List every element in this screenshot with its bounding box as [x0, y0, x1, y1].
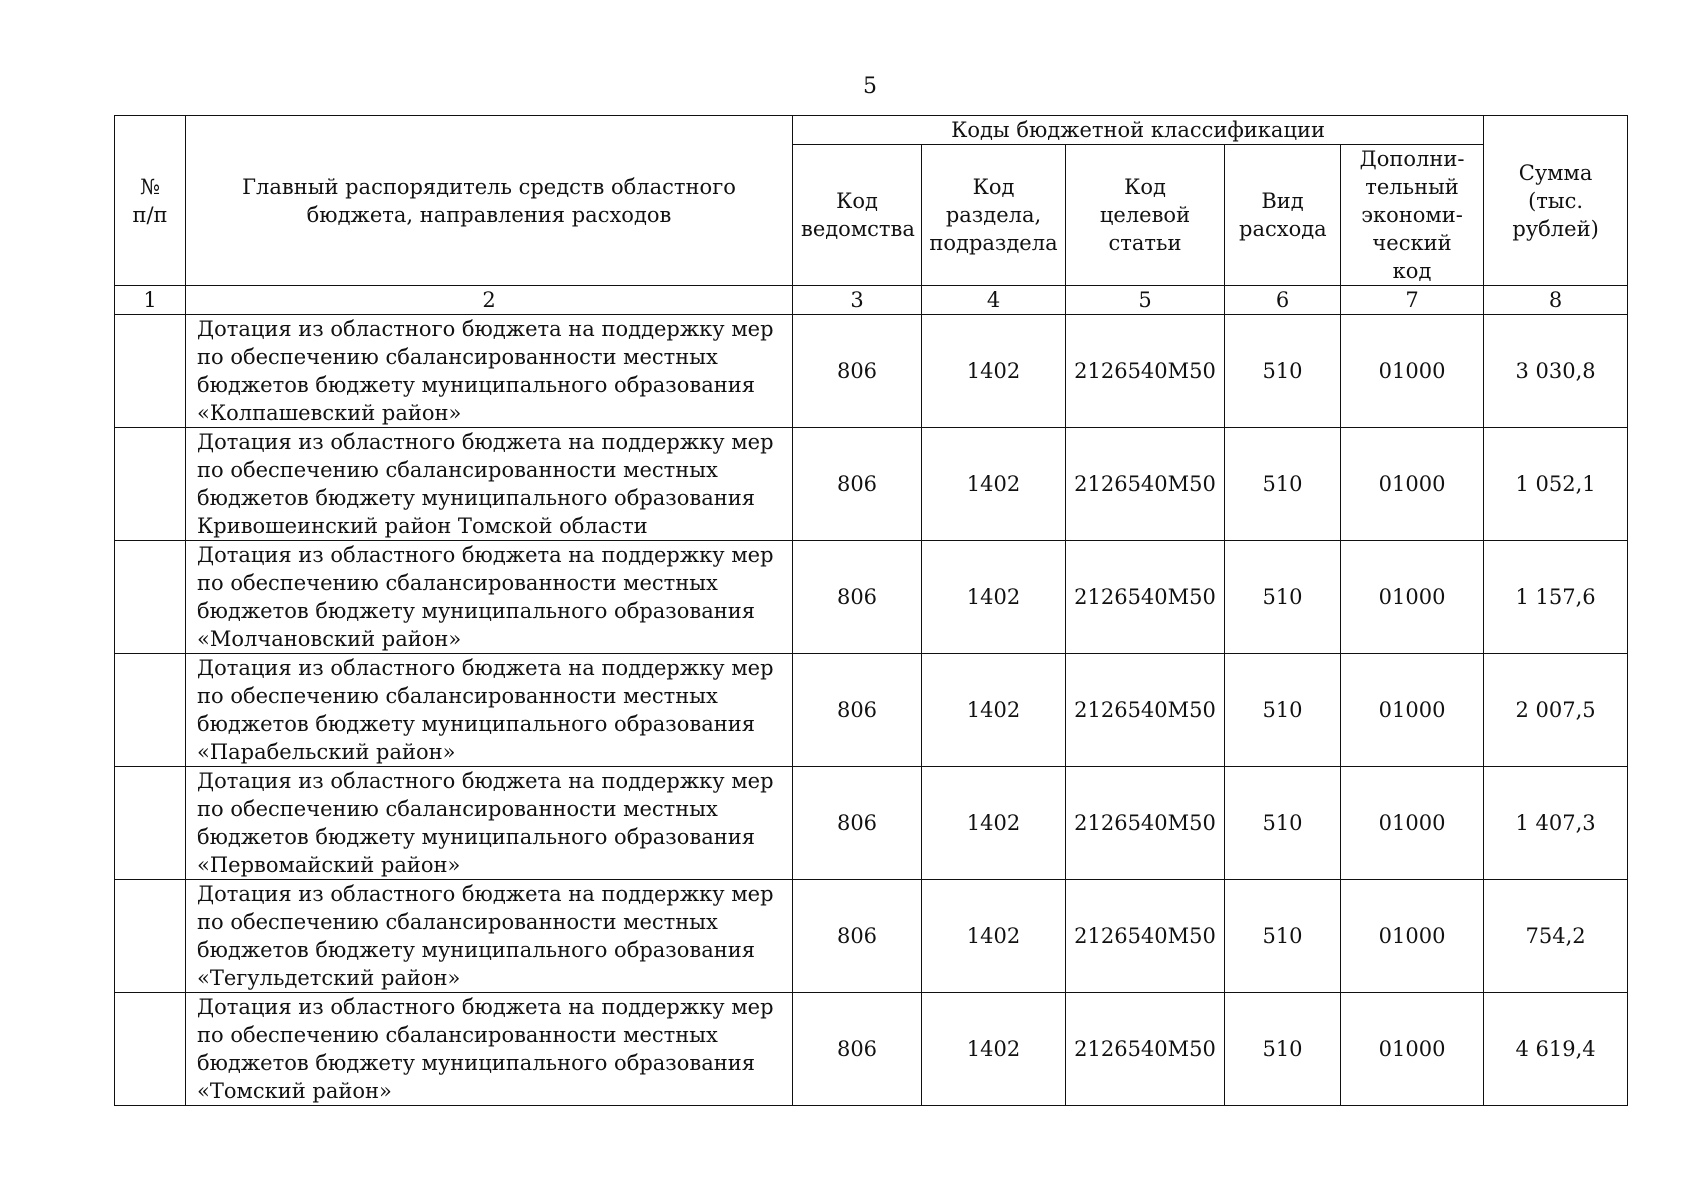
column-number: 1: [115, 286, 186, 315]
row-number: [115, 993, 186, 1106]
row-code-dept: 806: [793, 315, 922, 428]
row-code-expense: 510: [1225, 654, 1341, 767]
row-code-target: 2126540М50: [1066, 654, 1225, 767]
row-code-target: 2126540М50: [1066, 428, 1225, 541]
row-code-section: 1402: [922, 880, 1066, 993]
row-code-extra: 01000: [1341, 654, 1484, 767]
row-description: Дотация из областного бюджета на поддержку мер по обеспечению сбалансированности местных бюджетов бюджету муниципального образования «Колпашевский район»: [186, 315, 793, 428]
row-code-extra: 01000: [1341, 880, 1484, 993]
row-code-section: 1402: [922, 993, 1066, 1106]
row-code-expense: 510: [1225, 767, 1341, 880]
table-row: [115, 767, 1628, 880]
page-number: 5: [863, 74, 877, 99]
row-sum: 4 619,4: [1484, 993, 1628, 1106]
row-code-extra: 01000: [1341, 541, 1484, 654]
row-description: Дотация из областного бюджета на поддержку мер по обеспечению сбалансированности местных бюджетов бюджету муниципального образования «Парабельский район»: [186, 654, 793, 767]
column-number: 8: [1484, 286, 1628, 315]
row-code-expense: 510: [1225, 880, 1341, 993]
table-row: [115, 315, 1628, 428]
row-code-dept: 806: [793, 428, 922, 541]
row-code-section: 1402: [922, 767, 1066, 880]
row-code-target: 2126540М50: [1066, 880, 1225, 993]
row-number: [115, 428, 186, 541]
row-code-section: 1402: [922, 428, 1066, 541]
header-sum: Сумма (тыс. рублей): [1484, 116, 1628, 286]
row-description: Дотация из областного бюджета на поддержку мер по обеспечению сбалансированности местных бюджетов бюджету муниципального образования «Томский район»: [186, 993, 793, 1106]
table-row: [115, 654, 1628, 767]
row-code-extra: 01000: [1341, 315, 1484, 428]
header-codes-group: Коды бюджетной классификации: [793, 116, 1484, 145]
row-code-expense: 510: [1225, 428, 1341, 541]
row-sum: 3 030,8: [1484, 315, 1628, 428]
row-sum: 2 007,5: [1484, 654, 1628, 767]
row-code-extra: 01000: [1341, 428, 1484, 541]
row-code-section: 1402: [922, 541, 1066, 654]
row-code-dept: 806: [793, 993, 922, 1106]
column-number: 5: [1066, 286, 1225, 315]
row-code-dept: 806: [793, 880, 922, 993]
row-sum: 1 407,3: [1484, 767, 1628, 880]
row-code-expense: 510: [1225, 993, 1341, 1106]
row-description: Дотация из областного бюджета на поддержку мер по обеспечению сбалансированности местных бюджетов бюджету муниципального образования Кривошеинский район Томской области: [186, 428, 793, 541]
row-number: [115, 654, 186, 767]
row-number: [115, 541, 186, 654]
row-code-dept: 806: [793, 654, 922, 767]
row-code-extra: 01000: [1341, 993, 1484, 1106]
header-description: Главный распорядитель средств областного бюджета, направления расходов: [186, 116, 793, 286]
row-code-section: 1402: [922, 654, 1066, 767]
header-code-extra: Дополни-тельный экономи-ческий код: [1341, 145, 1484, 286]
row-number: [115, 880, 186, 993]
column-number: 2: [186, 286, 793, 315]
row-sum: 754,2: [1484, 880, 1628, 993]
row-code-target: 2126540М50: [1066, 541, 1225, 654]
column-number: 7: [1341, 286, 1484, 315]
column-number: 3: [793, 286, 922, 315]
table-row: [115, 428, 1628, 541]
row-code-dept: 806: [793, 767, 922, 880]
table-row: [115, 993, 1628, 1106]
row-code-expense: 510: [1225, 541, 1341, 654]
row-description: Дотация из областного бюджета на поддержку мер по обеспечению сбалансированности местных бюджетов бюджету муниципального образования «Тегульдетский район»: [186, 880, 793, 993]
row-description: Дотация из областного бюджета на поддержку мер по обеспечению сбалансированности местных бюджетов бюджету муниципального образования «Первомайский район»: [186, 767, 793, 880]
row-sum: 1 157,6: [1484, 541, 1628, 654]
header-code-dept: Код ведомства: [793, 145, 922, 286]
table-row: [115, 880, 1628, 993]
row-code-target: 2126540М50: [1066, 315, 1225, 428]
row-code-dept: 806: [793, 541, 922, 654]
row-code-target: 2126540М50: [1066, 767, 1225, 880]
budget-table: [114, 115, 1628, 1106]
table-row: [115, 541, 1628, 654]
row-number: [115, 767, 186, 880]
row-description: Дотация из областного бюджета на поддержку мер по обеспечению сбалансированности местных бюджетов бюджету муниципального образования «Молчановский район»: [186, 541, 793, 654]
header-code-expense: Вид расхода: [1225, 145, 1341, 286]
column-number: 4: [922, 286, 1066, 315]
row-code-extra: 01000: [1341, 767, 1484, 880]
row-code-section: 1402: [922, 315, 1066, 428]
row-code-expense: 510: [1225, 315, 1341, 428]
row-code-target: 2126540М50: [1066, 993, 1225, 1106]
row-sum: 1 052,1: [1484, 428, 1628, 541]
header-num: № п/п: [115, 116, 186, 286]
header-code-section: Код раздела, подраздела: [922, 145, 1066, 286]
row-number: [115, 315, 186, 428]
header-code-target: Код целевой статьи: [1066, 145, 1225, 286]
column-number: 6: [1225, 286, 1341, 315]
